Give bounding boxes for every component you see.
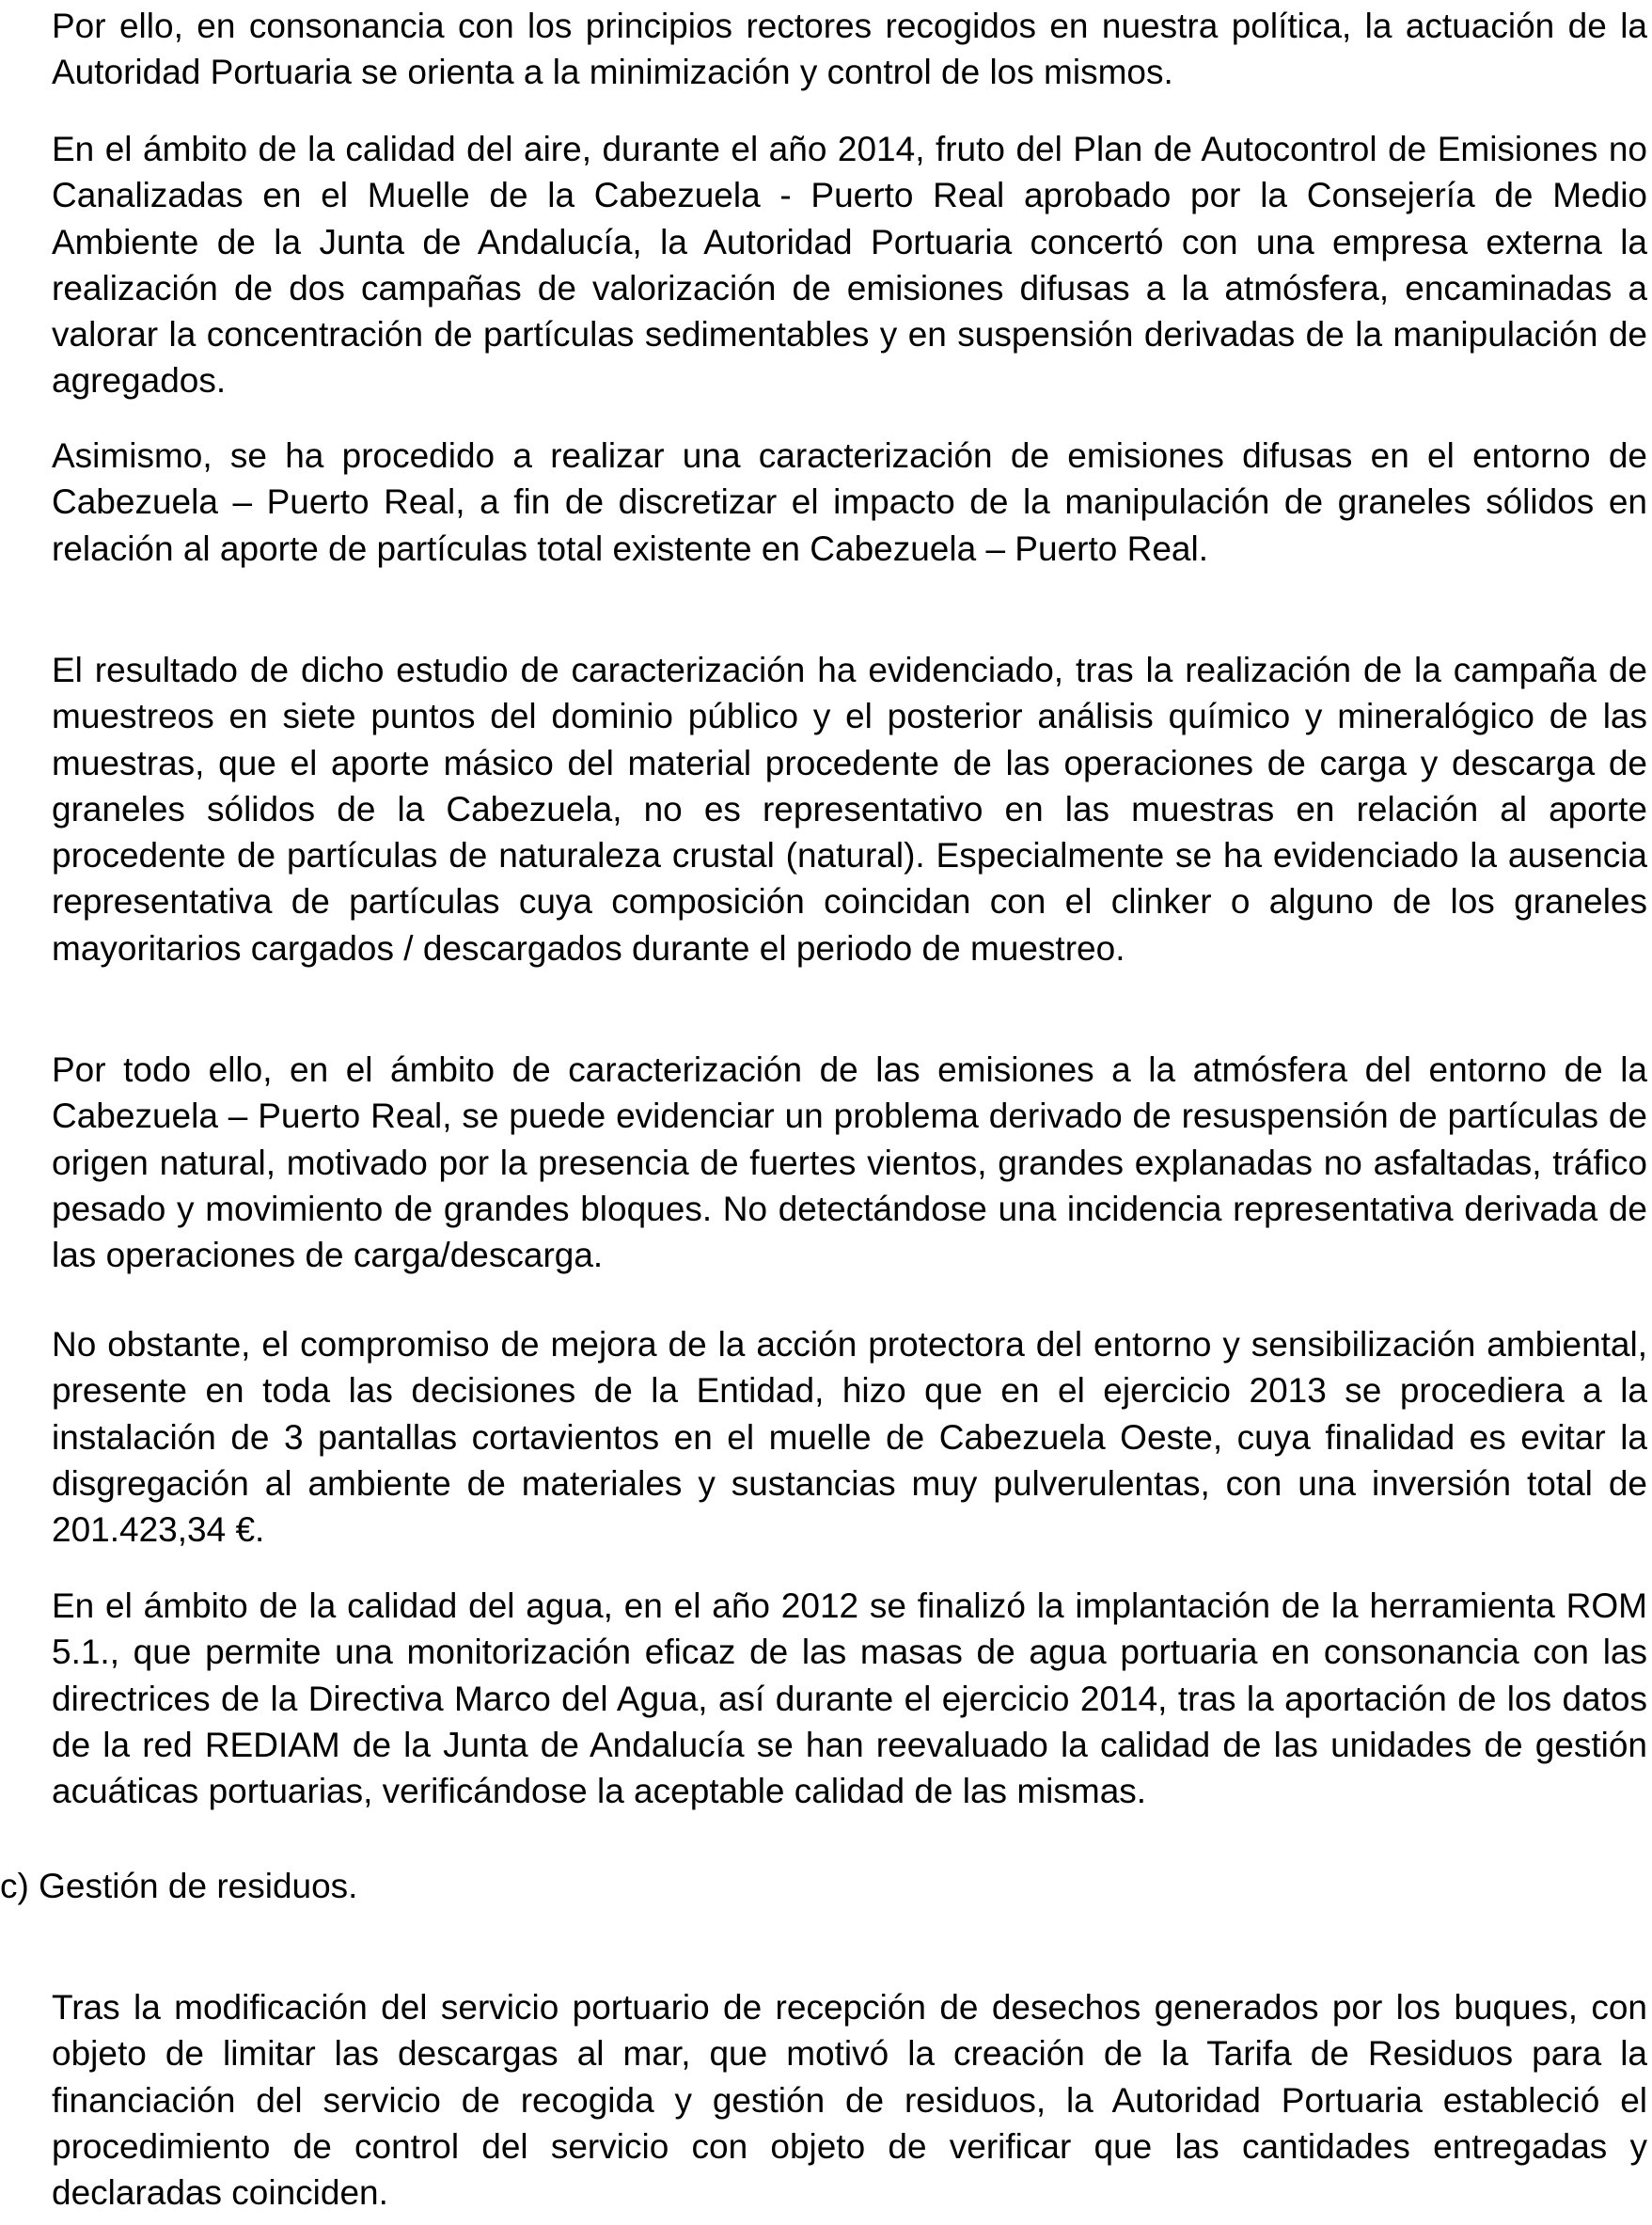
paragraph-conclusion: Por todo ello, en el ámbito de caracterización de las emisiones a la atmósfera del entorno de la Cabezuela – Puerto Real, se puede evidenciar un problema derivado de resuspensión de partículas de origen natural, motivado por la presencia de fuertes vientos, grandes explanadas no asfaltadas, tráfico pesado y movimiento de grandes bloques. No detectándose una incidencia representativa derivada de las operaciones de carga/descarga. [52, 1050, 1647, 1275]
paragraph-waste-service: Tras la modificación del servicio portuario de recepción de desechos generados por los buques, con objeto de limitar las descargas al mar, que motivó la creación de la Tarifa de Residuos para la financiación del servicio de recogida y gestión de residuos, la Autoridad Portuaria estableció el procedimiento de control del servicio con objeto de verificar que las cantidades entregadas y declaradas coinciden. [52, 1988, 1647, 2213]
paragraph-water-quality: En el ámbito de la calidad del agua, en el año 2012 se finalizó la implantación de la herramienta ROM 5.1., que permite una monitorización eficaz de las masas de agua portuaria en consonancia con las directrices de la Directiva Marco del Agua, así durante el ejercicio 2014, tras la aportación de los datos de la red REDIAM de la Junta de Andalucía se han reevaluado la calidad de las unidades de gestión acuáticas portuarias, verificándose la aceptable calidad de las mismas. [52, 1586, 1647, 1811]
paragraph-study-results: El resultado de dicho estudio de caracterización ha evidenciado, tras la realización de la campaña de muestreos en siete puntos del dominio público y el posterior análisis químico y mineralógico de las muestras, que el aporte másico del material procedente de las operaciones de carga y descarga de graneles sólidos de la Cabezuela, no es representativo en las muestras en relación al aporte procedente de partículas de naturaleza crustal (natural). Especialmente se ha evidenciado la ausencia representativa de partículas cuya composición coincidan con el clinker o alguno de los graneles mayoritarios cargados / descargados durante el periodo de muestreo. [52, 651, 1647, 968]
paragraph-windbreak-screens: No obstante, el compromiso de mejora de la acción protectora del entorno y sensibilización ambiental, presente en toda las decisiones de la Entidad, hizo que en el ejercicio 2013 se procediera a la instalación de 3 pantallas cortavientos en el muelle de Cabezuela Oeste, cuya finalidad es evitar la disgregación al ambiente de materiales y sustancias muy pulverulentas, con una inversión total de 201.423,34 €. [52, 1325, 1647, 1550]
paragraph-air-quality: En el ámbito de la calidad del aire, durante el año 2014, fruto del Plan de Autocontrol de Emisiones no Canalizadas en el Muelle de la Cabezuela - Puerto Real aprobado por la Consejería de Medio Ambiente de la Junta de Andalucía, la Autoridad Portuaria concertó con una empresa externa la realización de dos campañas de valorización de emisiones difusas a la atmósfera, encaminadas a valorar la concentración de partículas sedimentables y en suspensión derivadas de la manipulación de agregados. [52, 130, 1647, 401]
paragraph-principles: Por ello, en consonancia con los principios rectores recogidos en nuestra política, la actuación de la Autoridad Portuaria se orienta a la minimización y control de los mismos. [52, 7, 1647, 92]
paragraph-characterization: Asimismo, se ha procedido a realizar una caracterización de emisiones difusas en el entorno de Cabezuela – Puerto Real, a fin de discretizar el impacto de la manipulación de graneles sólidos en relación al aporte de partículas total existente en Cabezuela – Puerto Real. [52, 436, 1647, 568]
section-heading-waste-management: c) Gestión de residuos. [0, 1867, 358, 1905]
